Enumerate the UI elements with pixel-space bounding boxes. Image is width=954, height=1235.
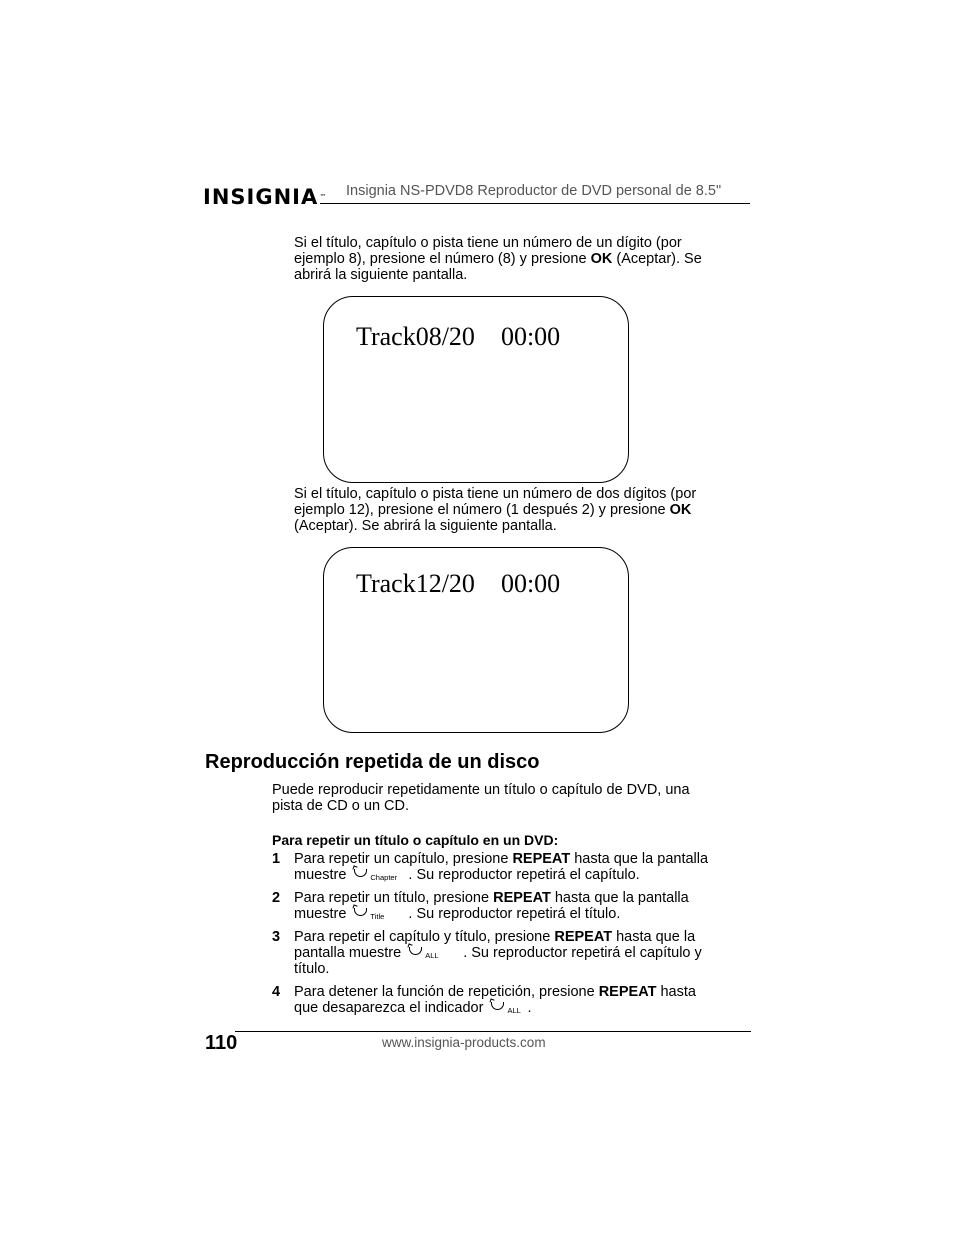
screen-2-track: Track12/20 <box>356 569 475 598</box>
header-title: Insignia NS-PDVD8 Reproductor de DVD personal de 8.5" <box>346 183 722 199</box>
step-4-number: 4 <box>272 984 281 1000</box>
screen-1-track: Track08/20 <box>356 322 475 351</box>
step-3: Para repetir el capítulo y título, presione REPEAT hasta que la pantalla muestre ALL . Su reproductor repetirá el capítulo y título. <box>294 929 702 977</box>
repeat-title-icon: Title <box>346 906 408 920</box>
page-number: 110 <box>205 1032 238 1054</box>
footer-rule <box>235 1031 751 1032</box>
step-3-number: 3 <box>272 929 281 945</box>
paragraph-two-digit: Si el título, capítulo o pista tiene un número de dos dígitos (por ejemplo 12), presione el número (1 después 2) y presione OK (Aceptar). Se abrirá la siguiente pantalla. <box>294 486 697 534</box>
paragraph-one-digit: Si el título, capítulo o pista tiene un número de un dígito (por ejemplo 8), presione el número (8) y presione OK (Aceptar). Se abrirá la siguiente pantalla. <box>294 235 702 283</box>
step-2-number: 2 <box>272 890 281 906</box>
step-1: Para repetir un capítulo, presione REPEAT hasta que la pantalla muestre Chapter . Su reproductor repetirá el capítulo. <box>294 851 709 883</box>
screen-2-time: 00:00 <box>500 569 561 598</box>
header-rule <box>320 203 750 204</box>
screen-1-text <box>356 322 560 352</box>
step-2: Para repetir un título, presione REPEAT hasta que la pantalla muestre Title . Su reproductor repetirá el título. <box>294 890 689 922</box>
repeat-all-icon: ALL <box>483 1000 527 1014</box>
repeat-chapter-icon: Chapter <box>346 867 408 881</box>
section-intro: Puede reproducir repetidamente un título o capítulo de DVD, una pista de CD o un CD. <box>272 782 690 814</box>
procedure-subhead: Para repetir un título o capítulo en un DVD: <box>272 832 559 848</box>
footer-url: www.insignia-products.com <box>382 1035 546 1050</box>
insignia-logo: INSIGNIA™ <box>203 185 327 209</box>
repeat-all-icon: ALL <box>401 945 463 959</box>
screen-2-text <box>356 569 560 599</box>
step-4: Para detener la función de repetición, presione REPEAT hasta que desaparezca el indicador ALL . <box>294 984 696 1016</box>
screen-1-time: 00:00 <box>500 322 561 351</box>
step-1-number: 1 <box>272 851 281 867</box>
section-title: Reproducción repetida de un disco <box>205 751 540 773</box>
